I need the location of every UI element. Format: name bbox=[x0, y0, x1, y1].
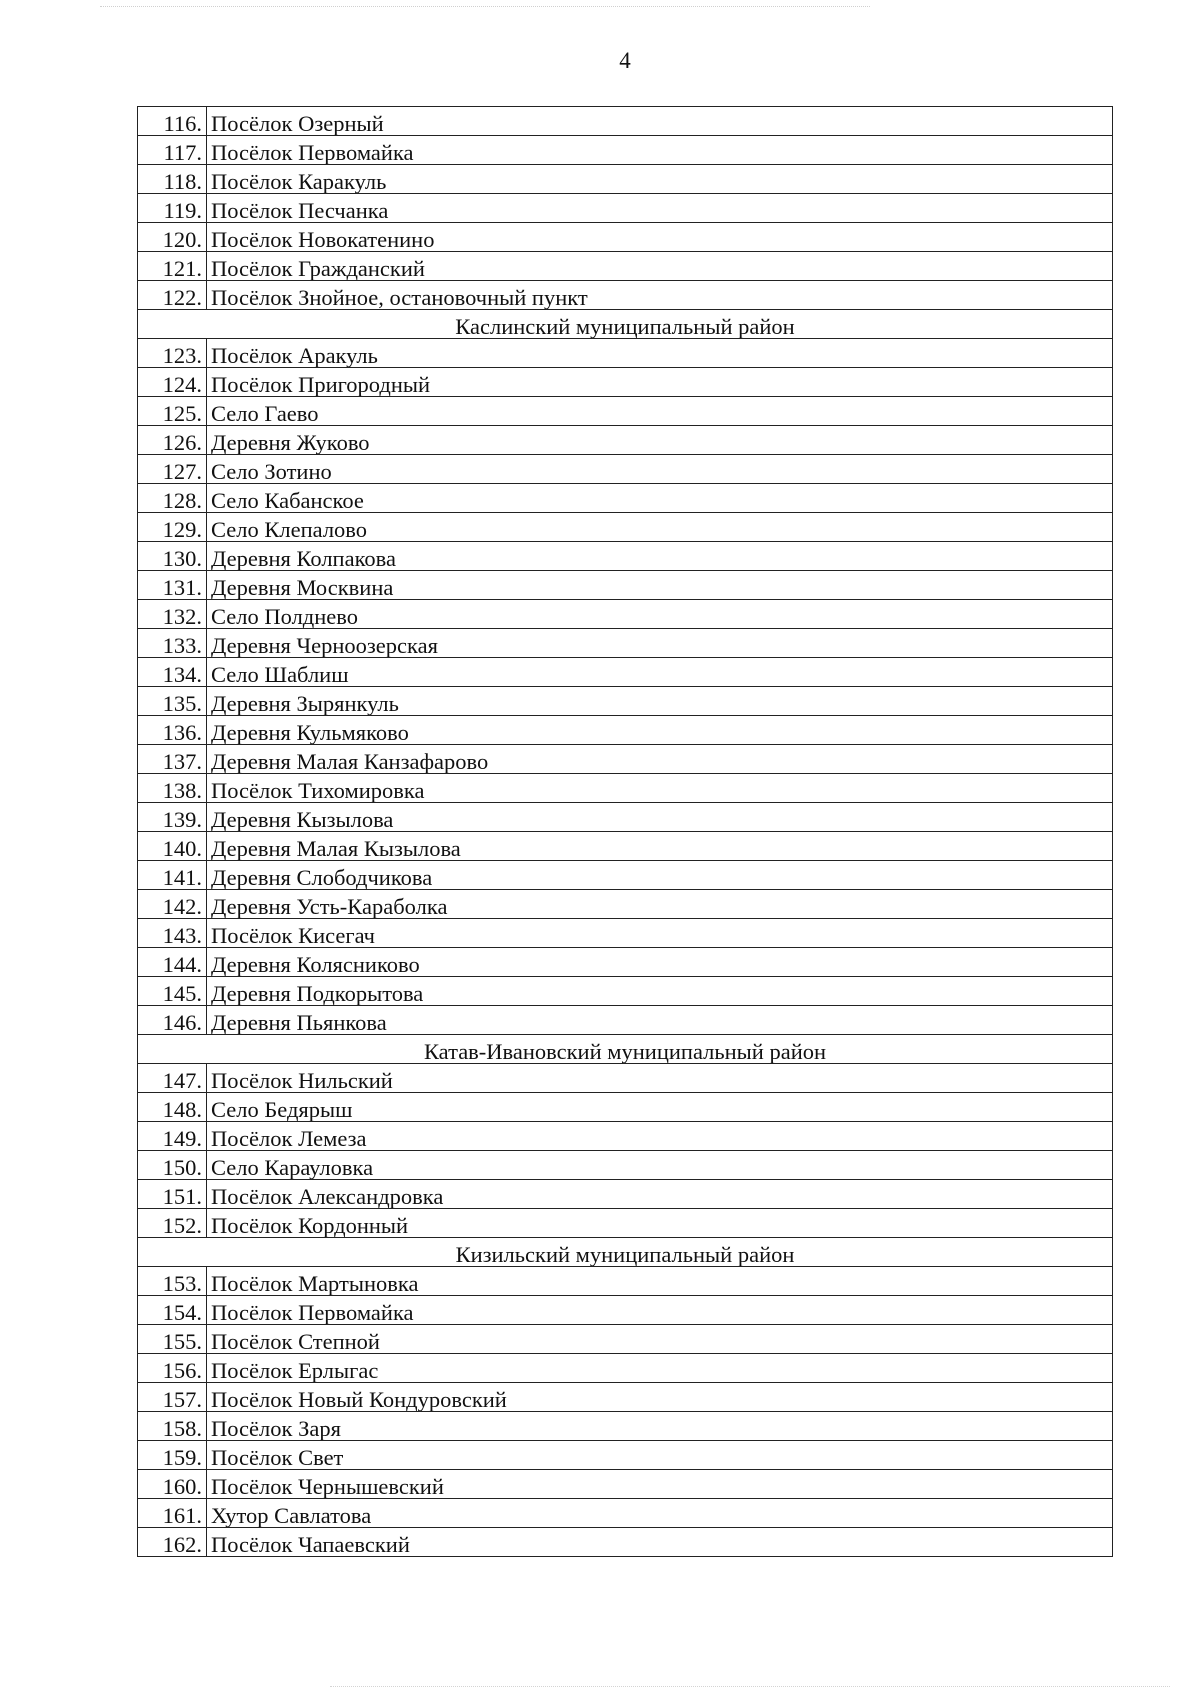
table-row bbox=[138, 1209, 1113, 1238]
table-row bbox=[138, 1151, 1113, 1180]
row-number: 161. bbox=[138, 1499, 207, 1528]
row-number: 124. bbox=[138, 368, 207, 397]
settlement-name: Посёлок Чапаевский bbox=[207, 1528, 1113, 1557]
district-name: Катав-Ивановский муниципальный район bbox=[138, 1035, 1113, 1064]
row-number: 119. bbox=[138, 194, 207, 223]
row-number: 154. bbox=[138, 1296, 207, 1325]
table-row bbox=[138, 745, 1113, 774]
table-row bbox=[138, 600, 1113, 629]
row-number: 118. bbox=[138, 165, 207, 194]
settlement-name: Село Шаблиш bbox=[207, 658, 1113, 687]
table-row bbox=[138, 977, 1113, 1006]
settlement-name: Посёлок Кисегач bbox=[207, 919, 1113, 948]
row-number: 146. bbox=[138, 1006, 207, 1035]
row-number: 142. bbox=[138, 890, 207, 919]
settlement-name: Посёлок Первомайка bbox=[207, 1296, 1113, 1325]
row-number: 135. bbox=[138, 687, 207, 716]
scan-edge-bottom bbox=[330, 1686, 1170, 1687]
table-row bbox=[138, 1441, 1113, 1470]
row-number: 138. bbox=[138, 774, 207, 803]
table-row bbox=[138, 1412, 1113, 1441]
settlement-name: Посёлок Кордонный bbox=[207, 1209, 1113, 1238]
row-number: 127. bbox=[138, 455, 207, 484]
row-number: 159. bbox=[138, 1441, 207, 1470]
table-row bbox=[138, 571, 1113, 600]
settlement-name: Село Кабанское bbox=[207, 484, 1113, 513]
table-row bbox=[138, 455, 1113, 484]
settlements-table bbox=[137, 106, 1113, 1557]
row-number: 132. bbox=[138, 600, 207, 629]
table-row bbox=[138, 629, 1113, 658]
settlement-name: Деревня Малая Кызылова bbox=[207, 832, 1113, 861]
settlement-name: Посёлок Чернышевский bbox=[207, 1470, 1113, 1499]
row-number: 158. bbox=[138, 1412, 207, 1441]
row-number: 150. bbox=[138, 1151, 207, 1180]
row-number: 122. bbox=[138, 281, 207, 310]
settlement-name: Посёлок Каракуль bbox=[207, 165, 1113, 194]
settlement-name: Село Карауловка bbox=[207, 1151, 1113, 1180]
settlement-name: Деревня Пьянкова bbox=[207, 1006, 1113, 1035]
table-row bbox=[138, 1499, 1113, 1528]
settlement-name: Деревня Зырянкуль bbox=[207, 687, 1113, 716]
row-number: 126. bbox=[138, 426, 207, 455]
settlement-name: Деревня Усть-Караболка bbox=[207, 890, 1113, 919]
row-number: 139. bbox=[138, 803, 207, 832]
settlement-name: Посёлок Знойное, остановочный пункт bbox=[207, 281, 1113, 310]
row-number: 134. bbox=[138, 658, 207, 687]
row-number: 149. bbox=[138, 1122, 207, 1151]
settlement-name: Село Полднево bbox=[207, 600, 1113, 629]
settlement-name: Посёлок Тихомировка bbox=[207, 774, 1113, 803]
settlement-name: Посёлок Степной bbox=[207, 1325, 1113, 1354]
table-row bbox=[138, 136, 1113, 165]
row-number: 121. bbox=[138, 252, 207, 281]
settlement-name: Деревня Слободчикова bbox=[207, 861, 1113, 890]
settlements-table-body bbox=[138, 107, 1113, 1557]
row-number: 123. bbox=[138, 339, 207, 368]
table-row bbox=[138, 426, 1113, 455]
row-number: 145. bbox=[138, 977, 207, 1006]
table-row bbox=[138, 397, 1113, 426]
district-header-row bbox=[138, 1035, 1113, 1064]
row-number: 143. bbox=[138, 919, 207, 948]
settlement-name: Село Клепалово bbox=[207, 513, 1113, 542]
row-number: 151. bbox=[138, 1180, 207, 1209]
row-number: 136. bbox=[138, 716, 207, 745]
table-row bbox=[138, 890, 1113, 919]
table-row bbox=[138, 1180, 1113, 1209]
settlement-name: Деревня Жуково bbox=[207, 426, 1113, 455]
settlement-name: Деревня Кызылова bbox=[207, 803, 1113, 832]
row-number: 129. bbox=[138, 513, 207, 542]
settlement-name: Деревня Колясниково bbox=[207, 948, 1113, 977]
table-row bbox=[138, 542, 1113, 571]
table-row bbox=[138, 252, 1113, 281]
table-row bbox=[138, 1325, 1113, 1354]
table-row bbox=[138, 1296, 1113, 1325]
table-row bbox=[138, 1093, 1113, 1122]
table-row bbox=[138, 281, 1113, 310]
district-header-row bbox=[138, 310, 1113, 339]
table-row bbox=[138, 1064, 1113, 1093]
settlement-name: Посёлок Лемеза bbox=[207, 1122, 1113, 1151]
settlement-name: Посёлок Александровка bbox=[207, 1180, 1113, 1209]
settlement-name: Село Зотино bbox=[207, 455, 1113, 484]
table-row bbox=[138, 368, 1113, 397]
table-row bbox=[138, 716, 1113, 745]
table-row bbox=[138, 194, 1113, 223]
row-number: 155. bbox=[138, 1325, 207, 1354]
table-row bbox=[138, 484, 1113, 513]
settlement-name: Посёлок Гражданский bbox=[207, 252, 1113, 281]
table-row bbox=[138, 1006, 1113, 1035]
table-row bbox=[138, 1267, 1113, 1296]
row-number: 133. bbox=[138, 629, 207, 658]
settlement-name: Посёлок Ерлыгас bbox=[207, 1354, 1113, 1383]
settlement-name: Деревня Черноозерская bbox=[207, 629, 1113, 658]
row-number: 125. bbox=[138, 397, 207, 426]
row-number: 128. bbox=[138, 484, 207, 513]
settlement-name: Посёлок Пригородный bbox=[207, 368, 1113, 397]
table-row bbox=[138, 513, 1113, 542]
row-number: 141. bbox=[138, 861, 207, 890]
table-row bbox=[138, 774, 1113, 803]
settlement-name: Деревня Колпакова bbox=[207, 542, 1113, 571]
row-number: 153. bbox=[138, 1267, 207, 1296]
settlement-name: Посёлок Новый Кондуровский bbox=[207, 1383, 1113, 1412]
row-number: 147. bbox=[138, 1064, 207, 1093]
settlement-name: Посёлок Заря bbox=[207, 1412, 1113, 1441]
row-number: 140. bbox=[138, 832, 207, 861]
settlement-name: Посёлок Мартыновка bbox=[207, 1267, 1113, 1296]
table-row bbox=[138, 165, 1113, 194]
row-number: 116. bbox=[138, 107, 207, 136]
row-number: 117. bbox=[138, 136, 207, 165]
settlement-name: Посёлок Новокатенино bbox=[207, 223, 1113, 252]
table-row bbox=[138, 1122, 1113, 1151]
row-number: 162. bbox=[138, 1528, 207, 1557]
settlement-name: Посёлок Аракуль bbox=[207, 339, 1113, 368]
table-row bbox=[138, 687, 1113, 716]
table-row bbox=[138, 658, 1113, 687]
row-number: 148. bbox=[138, 1093, 207, 1122]
settlement-name: Село Бедярыш bbox=[207, 1093, 1113, 1122]
row-number: 131. bbox=[138, 571, 207, 600]
table-row bbox=[138, 1528, 1113, 1557]
row-number: 130. bbox=[138, 542, 207, 571]
table-row bbox=[138, 1470, 1113, 1499]
settlement-name: Посёлок Первомайка bbox=[207, 136, 1113, 165]
table-row bbox=[138, 107, 1113, 136]
district-name: Кизильский муниципальный район bbox=[138, 1238, 1113, 1267]
row-number: 157. bbox=[138, 1383, 207, 1412]
district-name: Каслинский муниципальный район bbox=[138, 310, 1113, 339]
settlement-name: Деревня Малая Канзафарово bbox=[207, 745, 1113, 774]
settlement-name: Деревня Москвина bbox=[207, 571, 1113, 600]
table-row bbox=[138, 919, 1113, 948]
table-row bbox=[138, 948, 1113, 977]
table-row bbox=[138, 1383, 1113, 1412]
row-number: 120. bbox=[138, 223, 207, 252]
row-number: 144. bbox=[138, 948, 207, 977]
row-number: 160. bbox=[138, 1470, 207, 1499]
settlement-name: Хутор Савлатова bbox=[207, 1499, 1113, 1528]
settlement-name: Посёлок Песчанка bbox=[207, 194, 1113, 223]
table-row bbox=[138, 803, 1113, 832]
settlement-name: Посёлок Нильский bbox=[207, 1064, 1113, 1093]
table-row bbox=[138, 832, 1113, 861]
settlement-name: Село Гаево bbox=[207, 397, 1113, 426]
row-number: 137. bbox=[138, 745, 207, 774]
settlement-name: Деревня Подкорытова bbox=[207, 977, 1113, 1006]
district-header-row bbox=[138, 1238, 1113, 1267]
table-row bbox=[138, 861, 1113, 890]
settlement-name: Посёлок Свет bbox=[207, 1441, 1113, 1470]
settlement-name: Посёлок Озерный bbox=[207, 107, 1113, 136]
settlement-name: Деревня Кульмяково bbox=[207, 716, 1113, 745]
row-number: 152. bbox=[138, 1209, 207, 1238]
table-row bbox=[138, 223, 1113, 252]
table-row bbox=[138, 1354, 1113, 1383]
row-number: 156. bbox=[138, 1354, 207, 1383]
scan-edge-top bbox=[100, 6, 870, 7]
page-number: 4 bbox=[619, 48, 631, 73]
table-row bbox=[138, 339, 1113, 368]
